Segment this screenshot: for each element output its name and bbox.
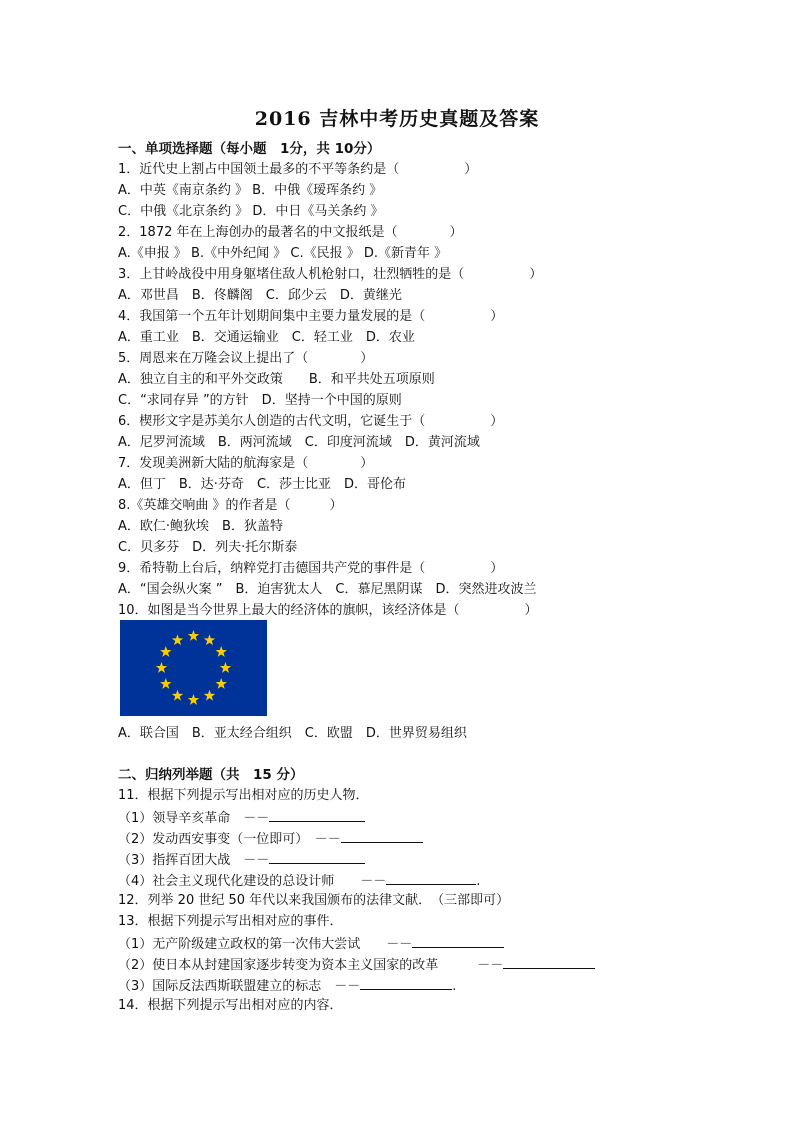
question-8-options-ab: A．欧仁·鲍狄埃 B．狄盖特 bbox=[118, 519, 283, 534]
item-label: （4）社会主义现代化建设的总设计师 －－ bbox=[118, 874, 387, 889]
answer-blank[interactable] bbox=[386, 870, 476, 885]
question-1-options-cd: C．中俄《北京条约 》 D．中日《马关条约 》 bbox=[118, 204, 384, 219]
question-12: 12．列举 20 世纪 50 年代以来我国颁布的法律文献． （三部即可） bbox=[118, 893, 510, 908]
item-end: . bbox=[476, 874, 481, 889]
question-1: 1．近代史上割占中国领土最多的不平等条约是（ ） bbox=[118, 162, 478, 177]
item-label: （3）指挥百团大战 －－ bbox=[118, 853, 270, 868]
question-10-options: A．联合国 B．亚太经合组织 C．欧盟 D．世界贸易组织 bbox=[118, 726, 467, 741]
question-5-options-cd: C．“求同存异 ”的方针 D．坚持一个中国的原则 bbox=[118, 393, 402, 408]
question-2-options: A.《申报 》 B.《中外纪闻 》 C.《民报 》 D.《新青年 》 bbox=[118, 246, 448, 261]
question-11-item-4 bbox=[118, 870, 480, 892]
question-8: 8.《英雄交响曲 》的作者是（ ） bbox=[118, 498, 343, 513]
item-label: （1）领导辛亥革命 －－ bbox=[118, 811, 270, 826]
answer-blank[interactable] bbox=[341, 828, 423, 843]
item-label: （2）使日本从封建国家逐步转变为资本主义国家的改革 －－ bbox=[118, 958, 504, 973]
question-9-options: A．“国会纵火案 ” B．迫害犹太人 C．慕尼黑阴谋 D．突然进攻波兰 bbox=[118, 582, 537, 597]
question-5-options-ab: A．独立自主的和平外交政策 B．和平共处五项原则 bbox=[118, 372, 435, 387]
question-6: 6．楔形文字是苏美尔人创造的古代文明，它诞生于（ ） bbox=[118, 414, 504, 429]
question-13-item-1 bbox=[118, 933, 504, 955]
question-11-item-3 bbox=[118, 849, 365, 871]
question-13-item-3 bbox=[118, 975, 456, 997]
question-11: 11．根据下列提示写出相对应的历史人物． bbox=[118, 788, 369, 803]
question-9: 9．希特勒上台后，纳粹党打击德国共产党的事件是（ ） bbox=[118, 561, 504, 576]
question-4: 4．我国第一个五年计划期间集中主要力量发展的是（ ） bbox=[118, 309, 504, 324]
question-7-options: A．但丁 B．达·芬奇 C．莎士比亚 D．哥伦布 bbox=[118, 477, 407, 492]
question-4-options: A．重工业 B．交通运输业 C．轻工业 D．农业 bbox=[118, 330, 415, 345]
question-11-item-2 bbox=[118, 828, 423, 850]
question-13-item-2 bbox=[118, 954, 595, 976]
question-3: 3．上甘岭战役中用身躯堵住敌人机枪射口，壮烈牺牲的是（ ） bbox=[118, 267, 543, 282]
question-5: 5．周恩来在万隆会议上提出了（ ） bbox=[118, 351, 374, 366]
question-2: 2．1872 年在上海创办的最著名的中文报纸是（ ） bbox=[118, 225, 463, 240]
answer-blank[interactable] bbox=[269, 807, 365, 822]
question-11-item-1 bbox=[118, 807, 365, 829]
item-label: （2）发动西安事变（一位即可） －－ bbox=[118, 832, 341, 847]
question-1-options-ab: A．中英《南京条约 》 B．中俄《瑷珲条约 》 bbox=[118, 183, 383, 198]
item-label: （1）无产阶级建立政权的第一次伟大尝试 －－ bbox=[118, 937, 413, 952]
answer-blank[interactable] bbox=[269, 849, 365, 864]
section2-header: 二、归纳列举题（共 15 分） bbox=[118, 767, 304, 783]
question-14: 14．根据下列提示写出相对应的内容． bbox=[118, 998, 343, 1013]
answer-blank[interactable] bbox=[412, 933, 504, 948]
page-title: 2016 吉林中考历史真题及答案 bbox=[254, 108, 540, 130]
item-end: . bbox=[452, 979, 457, 994]
question-6-options: A．尼罗河流域 B．两河流域 C．印度河流域 D．黄河流域 bbox=[118, 435, 480, 450]
question-8-options-cd: C．贝多芬 D．列夫·托尔斯泰 bbox=[118, 540, 298, 555]
question-7: 7．发现美洲新大陆的航海家是（ ） bbox=[118, 456, 374, 471]
section1-header: 一、单项选择题（每小题 1分，共 10分） bbox=[118, 141, 381, 157]
item-label: （3）国际反法西斯联盟建立的标志 －－ bbox=[118, 979, 361, 994]
question-13: 13．根据下列提示写出相对应的事件． bbox=[118, 914, 343, 929]
answer-blank[interactable] bbox=[503, 954, 595, 969]
answer-blank[interactable] bbox=[360, 975, 452, 990]
question-3-options: A．邓世昌 B．佟麟阁 C．邱少云 D．黄继光 bbox=[118, 288, 402, 303]
question-10: 10．如图是当今世界上最大的经济体的旗帜，该经济体是（ ） bbox=[118, 603, 538, 618]
eu-flag-image bbox=[120, 620, 267, 716]
